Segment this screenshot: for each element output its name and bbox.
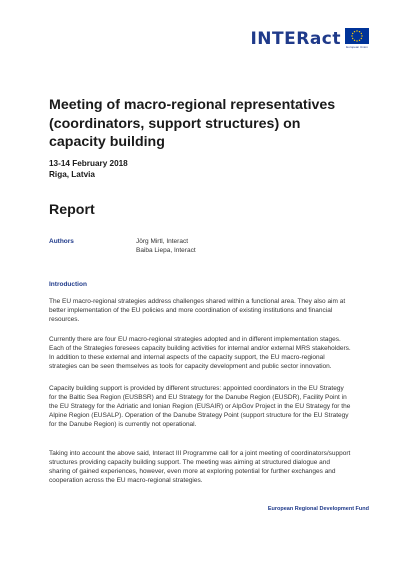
flag-star bbox=[354, 31, 355, 32]
body-paragraph: Currently there are four EU macro-regional strategies adopted and in different implementation stages. Each of the Strategies foresees capacity building activities for internal and/or external MRS stakeholders. In addition to these external and internal aspects of the capacity support, the EU macro-regional strategies can be seen themselves as tools for capacity development and public sector innovation. bbox=[49, 336, 351, 371]
flag-star bbox=[361, 38, 362, 39]
flag-star bbox=[351, 35, 352, 36]
authors-label: Authors bbox=[49, 238, 74, 245]
document-title: Meeting of macro-regional representatives (coordinators, support structures) on capacity building bbox=[49, 97, 336, 150]
eu-flag bbox=[345, 28, 369, 49]
body-paragraph: Taking into account the above said, Interact III Programme call for a joint meeting of coordinators/support structures providing capacity building support. The meeting was aiming at structured dialogue and sharing of gained experiences, however, even more at exploring potential for further exchanges and cooperation across the EU macro-regional strategies. bbox=[49, 450, 351, 485]
eu-flag-icon bbox=[345, 28, 369, 44]
flag-star bbox=[359, 31, 360, 32]
flag-caption: European Union bbox=[346, 45, 368, 49]
section-heading: Introduction bbox=[49, 281, 87, 288]
interact-logo bbox=[250, 28, 369, 49]
flag-star bbox=[356, 30, 357, 31]
flag-star bbox=[354, 40, 355, 41]
report-heading: Report bbox=[49, 202, 95, 218]
meeting-date: 13-14 February 2018 bbox=[49, 159, 128, 168]
body-paragraph: The EU macro-regional strategies address challenges shared within a functional area. They also aim at better implementation of the EU policies and more coordination of existing institutions and financial resources. bbox=[49, 298, 346, 324]
flag-star bbox=[352, 33, 353, 34]
flag-star bbox=[361, 35, 362, 36]
meeting-place: Riga, Latvia bbox=[49, 170, 95, 179]
flag-star bbox=[359, 40, 360, 41]
fund-footer: European Regional Development Fund bbox=[267, 506, 369, 512]
author-name: Jörg Mirtl, Interact bbox=[136, 238, 189, 245]
flag-star bbox=[361, 33, 362, 34]
flag-star bbox=[356, 40, 357, 41]
body-paragraph: Capacity building support is provided by different structures: appointed coordinators in the EU Strategy for the Baltic Sea Region (EUSBSR) and EU Strategy for the Danube Region (EUSDR), Facility Point in the EU Strategy for the Adriatic and Ionian Region (EUSAIR) or AlpGov Project in the EU Strategy for the Alpine Region (EUSALP). Operation of the Danube Strategy Point (support structure for the EU Strategy for the Danube Region) is currently not operational. bbox=[49, 385, 351, 429]
author-name: Baiba Liepa, Interact bbox=[136, 247, 196, 254]
flag-star bbox=[352, 38, 353, 39]
logo-text: INTERact bbox=[250, 29, 341, 49]
